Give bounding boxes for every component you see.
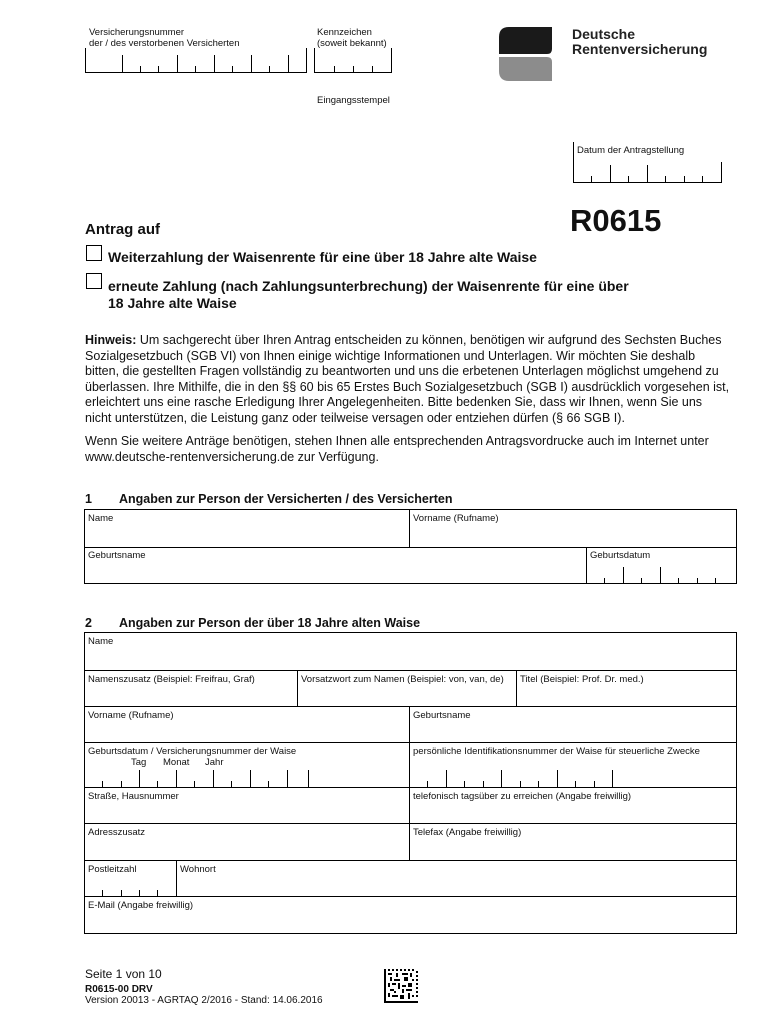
option2-label: erneute Zahlung (nach Zahlungsunterbrechung) der Waisenrente für eine über 18 Jahre alte Waise (108, 278, 629, 311)
s2-plz-input[interactable] (84, 878, 176, 896)
s2-name-label: Name (88, 636, 114, 647)
antrag-auf-heading: Antrag auf (85, 221, 160, 238)
s2-geburtsdatum-vsnr-input[interactable] (84, 768, 310, 787)
s2-telefax-label: Telefax (Angabe freiwillig) (413, 827, 522, 838)
s2-namenszusatz-input[interactable] (88, 687, 293, 704)
s2-steuer-id-input[interactable] (409, 768, 635, 787)
section1-number: 1 (85, 492, 92, 506)
s2-vorsatzwort-label: Vorsatzwort zum Namen (Beispiel: von, van, de) (301, 674, 504, 685)
drv-logo-text: Deutsche Rentenversicherung (572, 26, 708, 57)
page-number: Seite 1 von 10 (85, 967, 162, 981)
s2-steuer-id-label: persönliche Identifikationsnummer der Waise für steuerliche Zwecke (413, 746, 700, 757)
s2-adresszusatz-input[interactable] (88, 840, 405, 857)
drv-logo-icon (499, 27, 552, 81)
option1-label: Weiterzahlung der Waisenrente für eine über 18 Jahre alte Waise (108, 249, 537, 265)
datamatrix-icon (384, 969, 418, 1003)
drv-logo (499, 27, 552, 81)
s2-strasse-input[interactable] (88, 804, 405, 821)
datamatrix-code (384, 969, 418, 1003)
s2-wohnort-label: Wohnort (180, 864, 216, 875)
section2-title: Angaben zur Person der über 18 Jahre alten Waise (119, 616, 421, 630)
s2-telefax-input[interactable] (413, 840, 733, 857)
s1-vorname-label: Vorname (Rufname) (413, 513, 499, 524)
s1-geburtsname-label: Geburtsname (88, 550, 146, 561)
s2-titel-input[interactable] (520, 687, 733, 704)
vsnr-input[interactable] (85, 48, 307, 73)
s1-geburtsdatum-input[interactable] (586, 563, 737, 584)
s1-geburtsdatum-label: Geburtsdatum (590, 550, 651, 561)
s2-email-label: E-Mail (Angabe freiwillig) (88, 900, 194, 911)
internet-hint: Wenn Sie weitere Anträge benötigen, stehen Ihnen alle entsprechenden Antragsvordrucke auch im Internet unter www.deutsche-rentenversicherung.de zur Verfügung. (85, 434, 709, 464)
s2-vorname-label: Vorname (Rufname) (88, 710, 174, 721)
s2-telefon-input[interactable] (413, 804, 733, 821)
s2-monat-label: Monat (163, 757, 190, 768)
kennzeichen-label: Kennzeichen (soweit bekannt) (317, 27, 387, 49)
s2-tag-label: Tag (131, 757, 147, 768)
s1-geburtsname-input[interactable] (88, 563, 582, 581)
form-code: R0615 (570, 203, 662, 238)
form-id: R0615-00 DRV (85, 984, 153, 995)
vsnr-label: Versicherungsnummer der / des verstorbenen Versicherten (89, 27, 240, 49)
s2-geburtsdatum-label: Geburtsdatum / Versicherungsnummer der Waise (88, 746, 297, 757)
s2-titel-label: Titel (Beispiel: Prof. Dr. med.) (520, 674, 644, 685)
section1-title: Angaben zur Person der Versicherten / des Versicherten (119, 492, 453, 506)
s1-vorname-input[interactable] (413, 526, 731, 544)
s2-wohnort-input[interactable] (180, 877, 733, 894)
s2-jahr-label: Jahr (205, 757, 224, 768)
s2-email-input[interactable] (88, 913, 733, 931)
version-info: Version 20013 - AGRTAQ 2/2016 - Stand: 14.06.2016 (85, 995, 323, 1006)
s2-plz-label: Postleitzahl (88, 864, 137, 875)
datum-antrag-label: Datum der Antragstellung (577, 145, 685, 156)
s2-vorsatzwort-input[interactable] (301, 687, 512, 704)
s2-telefon-label: telefonisch tagsüber zu erreichen (Angabe freiwillig) (413, 791, 632, 802)
option1-checkbox[interactable] (86, 245, 102, 261)
s2-namenszusatz-label: Namenszusatz (Beispiel: Freifrau, Graf) (88, 674, 255, 685)
kennzeichen-input[interactable] (314, 48, 392, 73)
eingangsstempel-label: Eingangsstempel (317, 95, 390, 106)
s2-geburtsname-label: Geburtsname (413, 710, 471, 721)
hinweis-text: Hinweis: Um sachgerecht über Ihren Antrag entscheiden zu können, benötigen wir aufgrund des Sechsten Buches Sozialgesetzbuch (SGB VI) von Ihnen einige wichtige Informationen und Unterlagen. Wir möchten Sie deshalb bitten, die gestellten Fragen vollständig zu beantworten und uns die erbetenen Unterlagen möglichst umgehend zu überlassen. Ihre Mithilfe, die in den §§ 60 bis 65 Erstes Buch Sozialgesetzbuch (SGB I) ausdrücklich vorgesehen ist, erleichtert uns eine rasche Erledigung Ihrer Angelegenheiten. Bitte bedenken Sie, dass wir Ihnen, wenn Sie uns nicht unterstützen, die Leistung ganz oder teilweise versagen oder entziehen dürfen (§ 66 SGB I). (85, 333, 730, 425)
s2-name-input[interactable] (88, 649, 733, 667)
s2-adresszusatz-label: Adresszusatz (88, 827, 146, 838)
s2-vorname-input[interactable] (88, 723, 405, 740)
s2-geburtsname-input[interactable] (413, 723, 733, 740)
s1-name-input[interactable] (88, 526, 404, 544)
section2-number: 2 (85, 616, 92, 630)
s1-name-label: Name (88, 513, 114, 524)
s2-strasse-label: Straße, Hausnummer (88, 791, 179, 802)
option2-checkbox[interactable] (86, 273, 102, 289)
datum-antrag-input[interactable] (573, 142, 722, 183)
